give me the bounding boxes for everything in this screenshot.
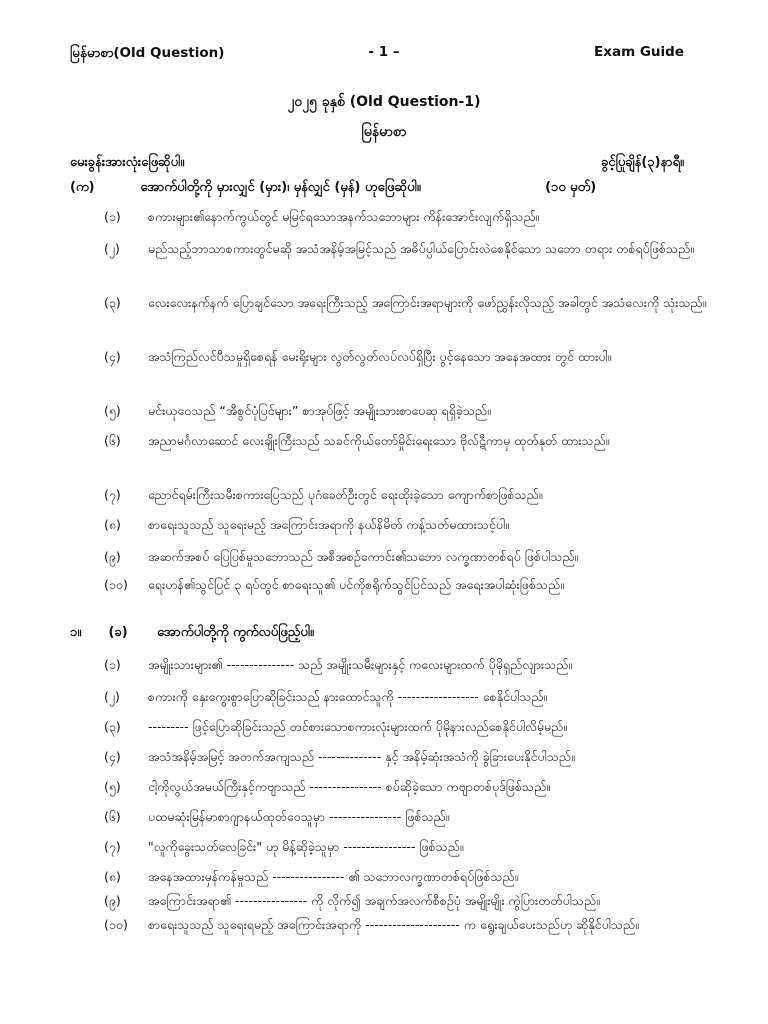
question-number: (၉): [104, 893, 121, 908]
question-text: မည်သည့်ဘာသာစကားတွင်မဆို အသံအနိမ့်အမြင့်သည် အဓိပ်ပ္ပါယ်ပြောင်းလဲစေနိုင်သော သဘော တရား တစ်ရပ်ဖြစ်သည်။: [148, 241, 695, 256]
question-text: စကားများ၏နောက်ကွယ်တွင် မမြင်ရသောအနက်သဘောများ ကိန်းအောင်းလျက်ရှိသည်။: [148, 209, 540, 224]
answer-all-instruction: မေးခွန်းအားလုံးဖြေဆိုပါ။: [70, 155, 185, 170]
instructions-row: [70, 154, 684, 173]
question-number: (၁): [104, 209, 121, 224]
exam-year-title: ၂၀၂၅ ခုနှစ် (Old Question-1): [287, 94, 481, 110]
section-ka-heading: [70, 179, 596, 198]
question-number: (၆): [104, 809, 121, 824]
question-number: (၅): [104, 403, 121, 418]
section-kha-heading: [70, 624, 314, 643]
question-number: (၁၀): [104, 577, 128, 592]
section-ka-label: (က): [70, 180, 95, 195]
header-right-title: Exam Guide: [594, 44, 684, 60]
question-text: အမျိုးသားများ၏ --------------- သည် အမျိုးသမီးများနှင့် ကလေးများထက် ပိုမိုရှည်လျားသည်။: [148, 657, 573, 672]
question-text: ငါ့ကိုလွယ်အမယ်ကြီးနှင့်ကဗျာသည် ---------------- စပ်ဆိုခဲ့သော ကဗျာတစ်ပုဒ်ဖြစ်သည်။: [148, 779, 550, 794]
question-number: (၈): [104, 517, 121, 532]
question-number: (၄): [104, 749, 121, 764]
question-number: (၂): [104, 689, 120, 704]
question-number: (၄): [104, 349, 121, 364]
question-number: (၈): [104, 869, 121, 884]
question-text: --------- ဖြင့်ပြောဆိုခြင်းသည် တင်စားသောစကားလုံးများထက် ပိုမိုနားလည်စေနိုင်ပါလိမ့်မည်။: [148, 719, 567, 734]
question-text: အညာမင်္ဂလာဆောင် လေးချိုးကြီးသည် သခင်ကိုယ်တော်မှိုင်းရေးသော ဗိုလ်ဋီကာမှ ထုတ်နုတ် ထားသည်။: [148, 433, 610, 448]
page-number: - 1 –: [368, 44, 400, 60]
question-text: လေးလေးနက်နက် ပြောချင်သော အရေးကြီးသည့် အကြောင်းအရာများကို ဖော်ညွှန်းလိုသည့် အခါတွင် အသံလေးကို သုံးသည်။: [148, 295, 707, 310]
question-number: (၅): [104, 779, 121, 794]
question-number: (၇): [104, 487, 121, 502]
question-text: အသံအနိမ့်အမြင့် အတက်အကျသည် -------------- နှင့် အနိမ့်ဆုံးအသံကို ခွဲခြားပေးနိုင်ပါသည်။: [148, 749, 575, 764]
question-group-number: ၁။: [70, 625, 82, 640]
header-left-title: မြန်မာစာ(Old Question): [70, 45, 225, 61]
question-text: စကားကို နှေးကွေးစွာပြောဆိုခြင်းသည် နားထောင်သူကို ------------------ စေနိုင်ပါသည်။: [148, 689, 548, 704]
question-number: (၁): [104, 657, 121, 672]
question-text: ရေးဟန်၏သွင်ပြင် ၃ ရပ်တွင် စာရေးသူ၏ ပင်ကိုစရိုက်သွင်ပြင်သည် အရေးအပါဆုံးဖြစ်သည်။: [148, 577, 564, 592]
time-allowed: ခွင့်ပြုချိန်(၃)နာရီ။: [601, 155, 684, 170]
question-text: "လူကိုခွေးသတ်လေခြင်း" ဟု မိန့်ဆိုခဲ့သူမှာ ---------------- ဖြစ်သည်။: [148, 839, 464, 854]
question-text: ညောင်ရမ်းကြီးသမီးစကားပြေသည် ပုဂံခေတ်ဦးတွင် ရေးထိုးခဲ့သော ကျောက်စာဖြစ်သည်။: [148, 487, 543, 502]
question-text: မင်းယုဝေသည် “အီစွင်ပုံပြင်များ” စာအုပ်ဖြင့် အမျိုးသားစာပေဆု ရရှိခဲ့သည်။: [148, 403, 491, 418]
section-kha-label: (ခ): [108, 625, 128, 640]
question-text: အဆက်အစပ် ပြေပြစ်မှုသဘောသည် အစီအစဉ်ကောင်း၏သဘော လက္ခဏာတစ်ရပ် ဖြစ်ပါသည်။: [148, 549, 579, 564]
section-ka-instruction: အောက်ပါတို့ကို မှားလျှင် (မှား)၊ မှန်လျှင် (မှန်) ဟုဖြေဆိုပါ။: [140, 180, 421, 195]
question-text: အသံကြည်လင်ပီသမှုရှိစေရန် မေးရိုးများ လွတ်လွတ်လပ်လပ်ရှိပြီး ပွင့်နေသော အနေအထား တွင် ထားပါ။: [148, 349, 612, 364]
question-text: အနေအထားမှန်ကန်မှုသည် ---------------- ၏ သဘောလက္ခဏာတစ်ရပ်ဖြစ်သည်။: [148, 869, 519, 884]
question-text: စာရေးသူသည် သူရေးမည့် အကြောင်းအရာကို နယ်နိမိတ် ကန့်သတ်မထားသင့်ပါ။: [148, 517, 509, 532]
question-text: အကြောင်းအရာ၏ ---------------- ကို လိုက်၍ အချက်အလက်စီစဉ်ပုံ အမျိုးမျိုး ကွဲပြားတတ်ပါသည်။: [148, 893, 600, 908]
subject-title: မြန်မာစာ: [361, 124, 407, 140]
question-number: (၆): [104, 433, 121, 448]
question-number: (၁၀): [104, 917, 128, 932]
section-kha-instruction: အောက်ပါတို့ကို ကွက်လပ်ဖြည့်ပါ။: [157, 625, 314, 640]
question-number: (၃): [104, 719, 121, 734]
question-number: (၉): [104, 549, 121, 564]
question-text: ပထမဆုံးမြန်မာစာဂျာနယ်ထုတ်ဝေသူမှာ ---------------- ဖြစ်သည်။: [148, 809, 450, 824]
question-number: (၇): [104, 839, 121, 854]
question-number: (၂): [104, 241, 120, 256]
section-ka-marks: (၁၀ မှတ်): [545, 180, 597, 195]
question-text: စာရေးသူသည် သူရေးရမည့် အကြောင်းအရာကို --------------------- က ရွေးချယ်ပေးသည်ဟု ဆိုနိုင်ပါသည်။: [148, 917, 639, 932]
question-number: (၃): [104, 295, 121, 310]
